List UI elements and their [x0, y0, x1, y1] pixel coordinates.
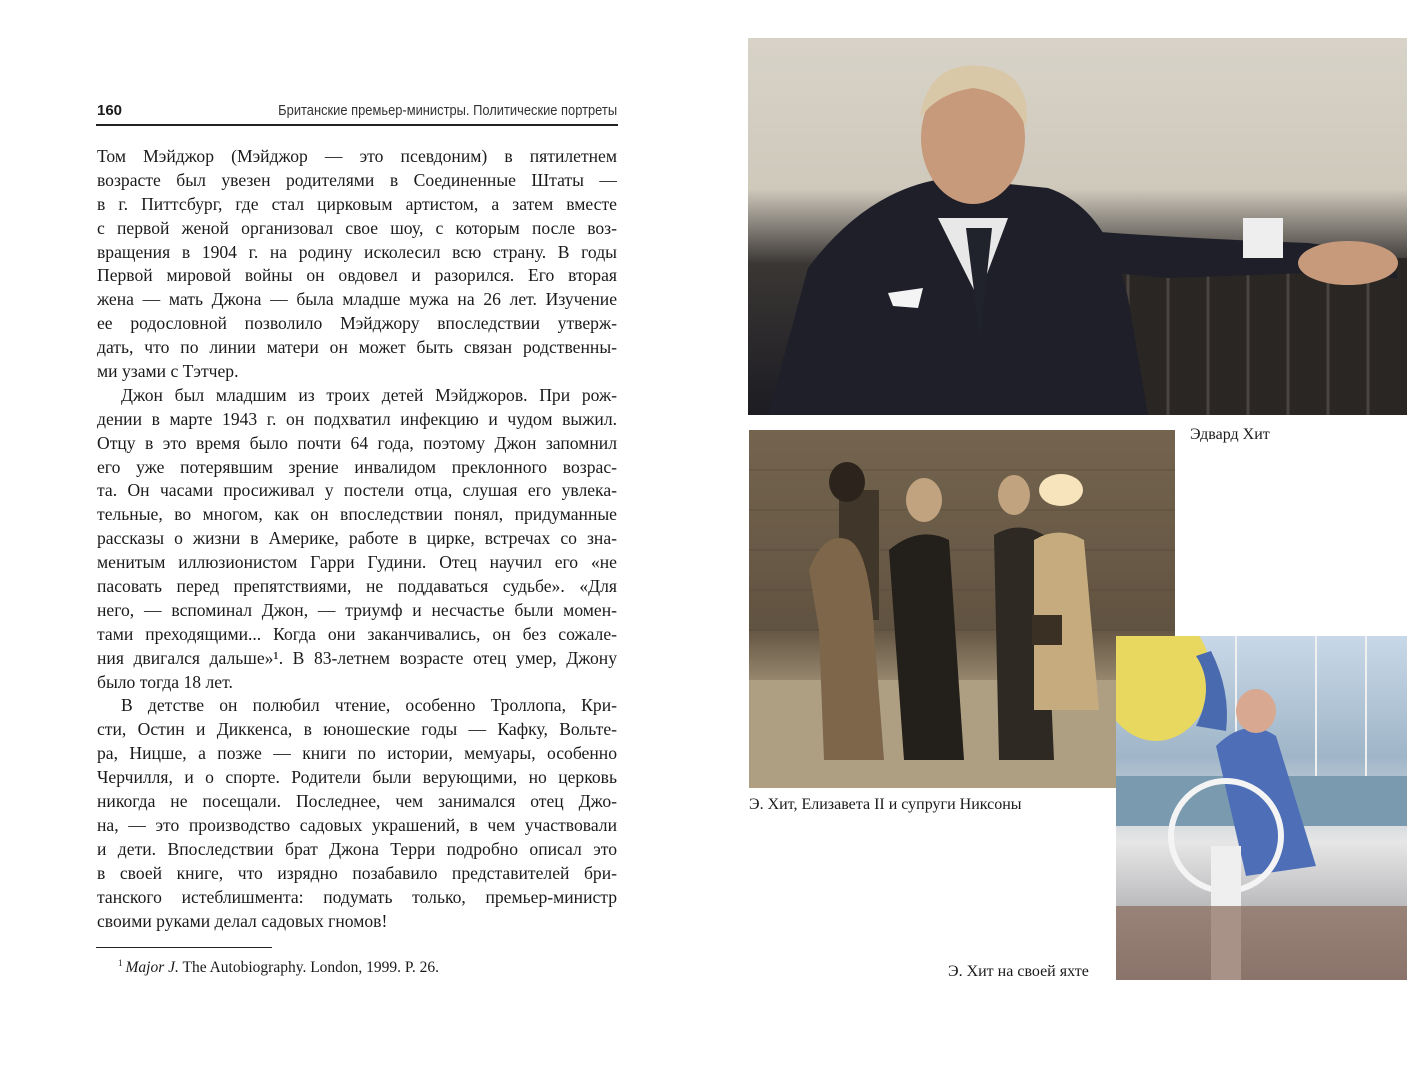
- text-line: рассказы о жизни в Америке, работе в цирке, встречах со зна-: [97, 528, 617, 549]
- caption-heath: Эдвард Хит: [1190, 426, 1270, 443]
- footnote-author: Major J.: [125, 959, 179, 976]
- text-line: В детстве он полюбил чтение, особенно Троллопа, Кри-: [121, 695, 617, 716]
- footnote-rule: [96, 947, 272, 948]
- text-line: никогда не посещали. Последнее, чем занимался отец Джо-: [97, 791, 617, 812]
- text-line: было тогда 18 лет.: [97, 671, 233, 692]
- text-line: менитым иллюзионистом Гарри Гудини. Отец научил его «не: [97, 552, 617, 573]
- caption-yacht: Э. Хит на своей яхте: [948, 963, 1089, 980]
- text-line: тельные, во многом, как он впоследствии понял, придуманные: [97, 504, 617, 525]
- text-line: в г. Питтсбург, где стал цирковым артистом, а затем вместе: [97, 193, 617, 214]
- caption-group: Э. Хит, Елизавета II и супруги Никсоны: [749, 796, 1022, 813]
- text-line: Первой мировой войны он овдовел и разорился. Его вторая: [97, 265, 617, 286]
- text-line: Джон был младшим из троих детей Мэйджоров. При рож-: [121, 384, 617, 405]
- text-line: тами преходящими... Когда они заканчивались, он без сожале-: [97, 623, 617, 644]
- photo-edward-heath-portrait: [748, 38, 1407, 415]
- text-line: вращения в 1904 г. на родину исколесил всю страну. В годы: [97, 241, 617, 262]
- text-line: ния двигался дальше»¹. В 83-летнем возрасте отец умер, Джону: [97, 647, 617, 668]
- text-line: сти, Остин и Диккенса, в юношеские годы — Кафку, Вольте-: [97, 719, 617, 740]
- header-rule: [96, 124, 618, 126]
- text-line: и дети. Впоследствии брат Джона Терри подробно описал это: [97, 838, 617, 859]
- yacht-figure: [1116, 636, 1407, 980]
- running-title: Британские премьер-министры. Политические портреты: [278, 102, 617, 119]
- text-line: него, — вспоминал Джон, — триумф и несчастье были момен-: [97, 599, 617, 620]
- body-text: [97, 145, 617, 933]
- text-line: Черчилля, и о спорте. Родители были верующими, но церковь: [97, 767, 617, 788]
- text-line: дении в марте 1943 г. он подхватил инфекцию и чудом выжил.: [97, 408, 617, 429]
- text-line: жена — мать Джона — была младше мужа на 26 лет. Изучение: [97, 289, 617, 310]
- portrait-figure: [748, 38, 1407, 415]
- photo-heath-on-yacht: [1116, 636, 1407, 980]
- text-line: возрасте был увезен родителями в Соединенные Штаты —: [97, 169, 617, 190]
- text-line: ми узами с Тэтчер.: [97, 361, 239, 382]
- footnote: [118, 958, 439, 977]
- text-line: дать, что по линии матери он может быть связан родственны-: [97, 337, 617, 358]
- text-line: его уже потерявшим зрение инвалидом преклонного возрас-: [97, 456, 617, 477]
- text-line: ее родословной позволило Мэйджору впоследствии утверж-: [97, 313, 617, 334]
- text-line: танского истеблишмента: подумать только, премьер-министр: [97, 886, 617, 907]
- text-line: в своей книге, что изрядно позабавило представителей бри-: [97, 862, 617, 883]
- text-line: на, — это производство садовых украшений, в чем участвовали: [97, 814, 617, 835]
- text-line: Том Мэйджор (Мэйджор — это псевдоним) в пятилетнем: [97, 146, 617, 166]
- text-line: Отцу в это время было почти 64 года, поэтому Джон запомнил: [97, 432, 617, 453]
- text-line: с первой женой организовал свое шоу, с которым после воз-: [97, 217, 617, 238]
- text-line: ра, Ницше, а позже — книги по истории, мемуары, особенно: [97, 743, 617, 764]
- group-figures: [749, 430, 1175, 788]
- text-line: та. Он часами просиживал у постели отца, слушая его увлека-: [97, 480, 617, 501]
- photo-heath-queen-nixons: [749, 430, 1175, 788]
- page-number: 160: [97, 102, 123, 119]
- text-line: своими руками делал садовых гномов!: [97, 910, 388, 931]
- footnote-text: The Autobiography. London, 1999. P. 26.: [182, 959, 439, 976]
- text-line: пасовать перед препятствиями, не поддаваться судьбе». «Для: [97, 576, 617, 597]
- footnote-marker: 1: [118, 958, 123, 968]
